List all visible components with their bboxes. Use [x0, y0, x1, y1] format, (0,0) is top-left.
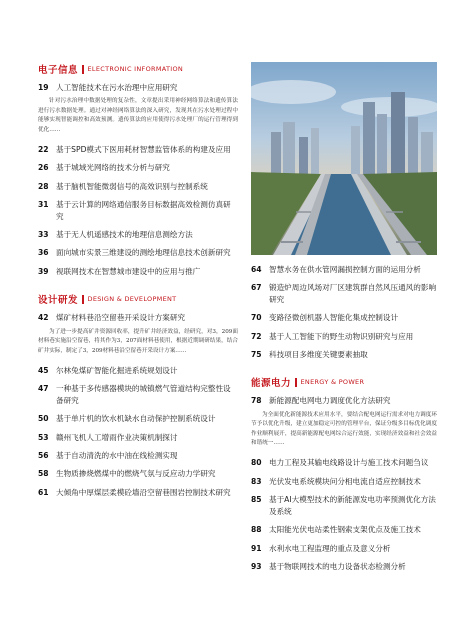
page-number: 61 — [38, 487, 49, 497]
toc-item[interactable] — [38, 383, 238, 406]
article-title: 基于城域光网络的技术分析与研究 — [56, 163, 170, 173]
page-number: 53 — [38, 432, 49, 442]
page-number: 33 — [38, 230, 49, 240]
section-title-en: DESIGN & DEVELOPMENT — [87, 295, 177, 304]
article-title: 基于物联网技术的电力设备状态检测分析 — [269, 561, 406, 571]
toc-item[interactable] — [251, 312, 437, 323]
toc-item[interactable] — [251, 476, 437, 487]
article-title: 人工智能技术在污水治理中应用研究 — [56, 83, 178, 92]
toc-item[interactable] — [251, 395, 437, 406]
article-title: 光伏发电系统模块问分相电流自适应控制技术 — [269, 476, 421, 486]
cover-photo-pipeline-city — [251, 62, 437, 255]
page-number: 26 — [38, 163, 49, 173]
page-number: 39 — [38, 266, 49, 276]
toc-item[interactable] — [38, 312, 238, 323]
toc-item[interactable] — [38, 266, 238, 277]
page-number: 58 — [38, 469, 49, 479]
section-header-energy — [251, 375, 437, 389]
page-number: 78 — [251, 396, 262, 406]
section-divider — [82, 295, 84, 304]
article-title: 煤矿材料巷沿空留巷开采设计方案研究 — [56, 313, 186, 323]
article-title: 基于脑机智能微弱信号的高效识别与控制系统 — [56, 181, 208, 191]
article-title: 大倾角中厚煤层柔模砼墙沿空留巷围岩控制技术研究 — [56, 487, 231, 497]
page-number: 45 — [38, 365, 49, 375]
section-header-electronic — [38, 62, 238, 76]
section-divider — [82, 65, 84, 74]
section-title-en: ELECTRONIC INFORMATION — [87, 65, 184, 73]
article-title: 锻造炉周边风场对厂区建筑群自然风压通风的影响研究 — [269, 283, 437, 304]
section-title-cn: 电子信息 — [38, 65, 79, 76]
article-title: 新能源配电网电力调度优化方法研究 — [269, 396, 391, 406]
article-title: 视联网技术在智慧城市建设中的应用与推广 — [56, 266, 201, 276]
section-title-cn: 设计研发 — [38, 295, 79, 307]
article-title: 基于SPD模式下医用耗材智慧监管体系的构建及应用 — [56, 145, 231, 155]
page-number: 70 — [251, 313, 262, 323]
page-number: 91 — [251, 543, 262, 553]
page-number: 88 — [251, 525, 262, 535]
toc-item[interactable] — [38, 199, 238, 222]
toc-item[interactable] — [38, 450, 238, 461]
toc-item[interactable] — [251, 282, 437, 305]
article-title: 基于云计算的网络通信服务目标数据高效检测仿真研究 — [56, 200, 231, 221]
page-number: 80 — [251, 458, 262, 468]
left-column — [38, 62, 238, 505]
toc-item[interactable] — [251, 543, 437, 554]
toc-item[interactable] — [38, 432, 238, 443]
page-number: 83 — [251, 476, 262, 486]
page-number: 28 — [38, 181, 49, 191]
page-number: 47 — [38, 384, 49, 394]
article-title: 太阳能光伏电站柔性钢索支架优点及施工技术 — [269, 525, 421, 535]
article-abstract: 针对污水治理中数据处理的复杂性，文章提出采用神经网络算法和遗传算法进行污水数据处理。通过对神经网络算法的深入研究，发现其在污水处理过程中能够实现智能调控和高效预测。遗传算法的应用使得污水处理厂的运行管理得到优化…… — [38, 98, 238, 133]
page-number: 75 — [251, 350, 262, 360]
page-number: 56 — [38, 450, 49, 460]
toc-item[interactable] — [251, 331, 437, 342]
article-title: 智慧水务在供水管网漏损控制方面的运用分析 — [269, 265, 421, 274]
article-title: 水利水电工程监理的重点及意义分析 — [269, 543, 391, 553]
article-title: 生物质掺烧燃煤中的燃烧气氛与反应动力学研究 — [56, 469, 216, 479]
article-title: 变路径微创机器人智能化集成控制设计 — [269, 313, 399, 323]
toc-item[interactable] — [251, 494, 437, 517]
section-header-design — [38, 292, 238, 306]
toc-item[interactable] — [38, 229, 238, 240]
page-number: 19 — [38, 83, 49, 92]
article-title: 尔林兔煤矿智能化掘进系统规划设计 — [56, 365, 178, 375]
page-number: 42 — [38, 313, 49, 323]
toc-item[interactable] — [38, 82, 238, 93]
article-title: 赣州飞机人工增雨作业决策机制探讨 — [56, 432, 178, 442]
toc-item[interactable] — [38, 487, 238, 498]
toc-item[interactable] — [38, 247, 238, 258]
toc-item[interactable] — [251, 457, 437, 468]
toc-item[interactable] — [38, 181, 238, 192]
article-abstract: 为了进一步提高矿井资源回收率，提升矿井经济效益，经研究，对3，209面材料巷实施沿空留巷，将其作为3，207面材料巷使用，根据近期调研结果，结合矿井实际，制定了3，209材料巷沿空留巷开采设计方案…… — [38, 328, 238, 354]
right-column — [251, 62, 437, 579]
toc-item[interactable] — [251, 349, 437, 360]
section-title-cn: 能源电力 — [251, 378, 292, 390]
article-title: 基于人工智能下的野生动物识别研究与应用 — [269, 331, 414, 341]
article-title: 基于AI大模型技术的新能源发电功率预测优化方法及系统 — [269, 495, 436, 516]
page-number: 72 — [251, 331, 262, 341]
toc-item[interactable] — [38, 413, 238, 424]
article-title: 科技项目多维度关键要素抽取 — [269, 350, 368, 360]
article-title: 基于无人机遥感技术的地理信息测绘方法 — [56, 230, 193, 240]
article-title: 面向城市实景三维建设的测绘地理信息技术创新研究 — [56, 248, 231, 258]
section-divider — [295, 378, 297, 387]
article-title: 基于自动清洗的水中油在线检测实现 — [56, 450, 178, 460]
page-number: 85 — [251, 495, 262, 505]
section-title-en: ENERGY & POWER — [300, 378, 365, 387]
toc-item[interactable] — [251, 264, 437, 275]
toc-item[interactable] — [38, 365, 238, 376]
toc-item[interactable] — [38, 144, 238, 155]
toc-item[interactable] — [38, 468, 238, 479]
article-title: 基于单片机的饮水机缺水自动保护控制系统设计 — [56, 414, 216, 424]
page-number: 67 — [251, 283, 262, 293]
page-number: 50 — [38, 414, 49, 424]
toc-item[interactable] — [251, 524, 437, 535]
page-number: 31 — [38, 200, 49, 210]
article-title: 一种基于多传感器模块的城镇燃气管道结构完整性设备研究 — [56, 384, 231, 405]
toc-item[interactable] — [251, 561, 437, 572]
page-number: 64 — [251, 265, 262, 274]
page-number: 22 — [38, 145, 49, 155]
article-title: 电力工程及其输电线路设计与施工技术问题刍议 — [269, 458, 429, 468]
toc-item[interactable] — [38, 162, 238, 173]
page-number: 36 — [38, 248, 49, 258]
page-number: 93 — [251, 561, 262, 571]
article-abstract: 为全面优化新能源技术应用水平，要结合配电网运行需求对电力调度环节予以优化升级，建立更加稳定可控的管理平台，保证分级多目标优化调度作业顺利展开，提高新能源配电网综合运行效能，实现经济效益和社会效益和谐统一…… — [251, 411, 437, 447]
